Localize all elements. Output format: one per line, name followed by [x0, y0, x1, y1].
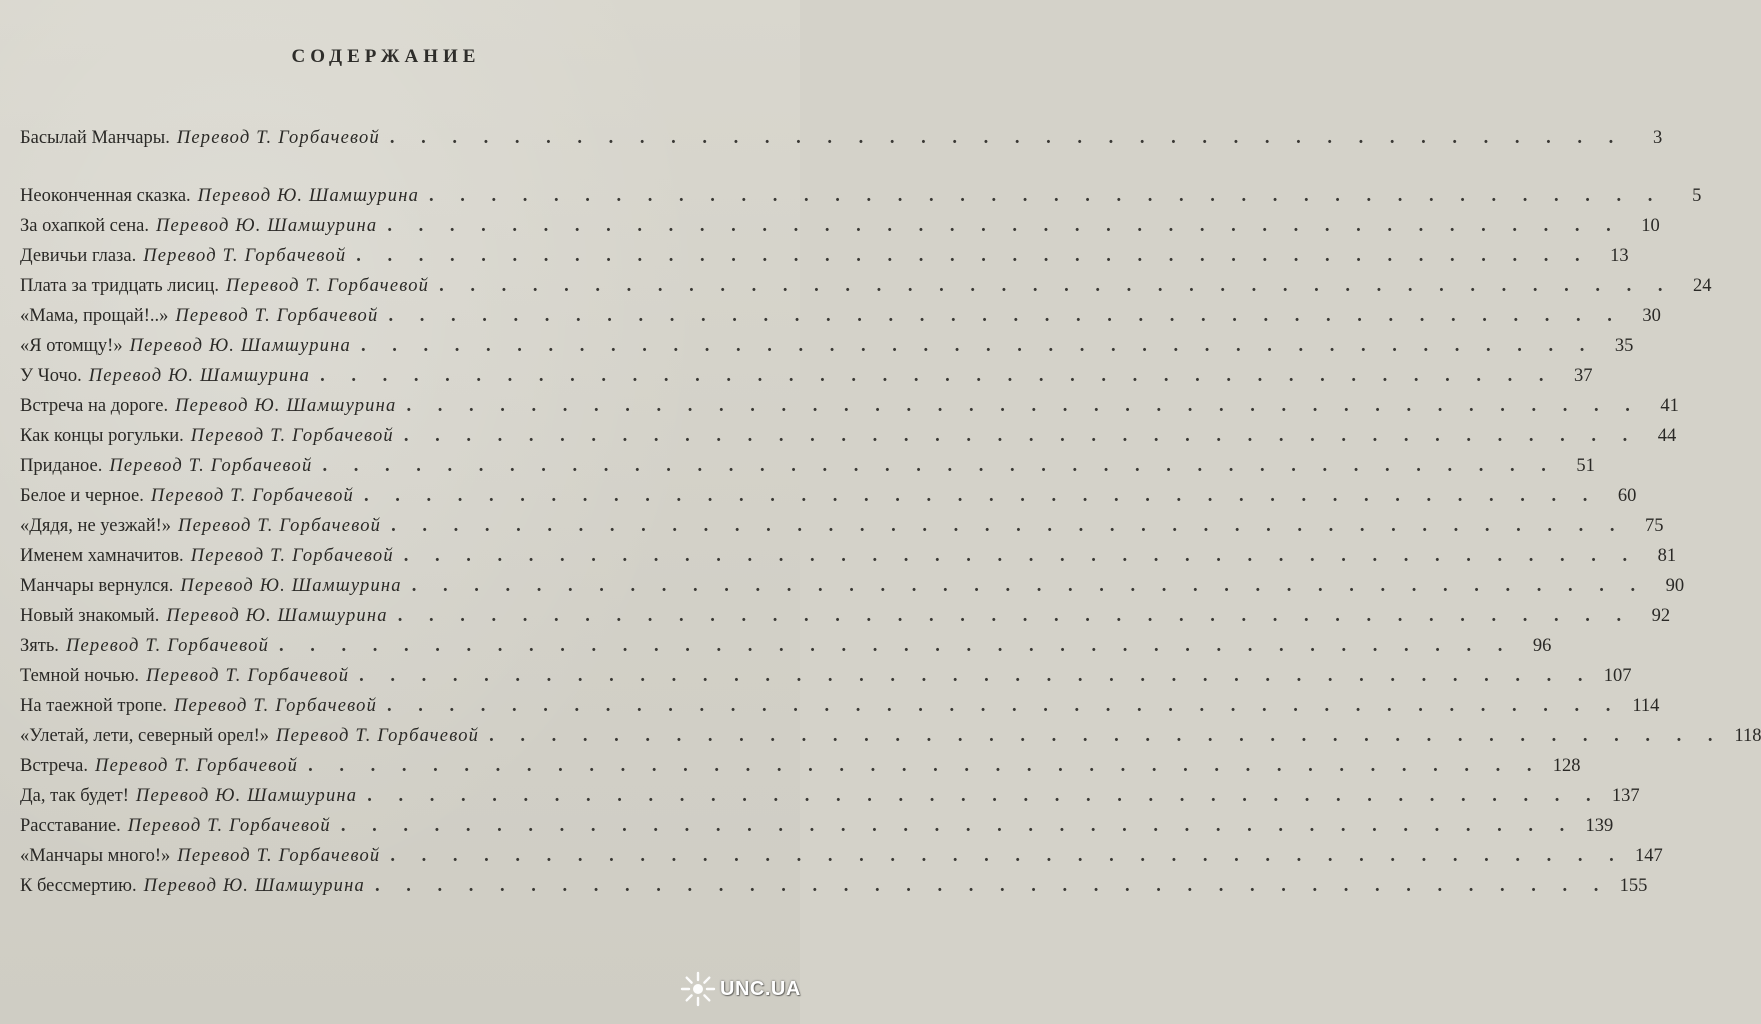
toc-entry-title: Манчары вернулся. — [20, 576, 174, 596]
toc-entry-credit: Перевод Ю. Шамшурина — [180, 576, 402, 596]
toc-entry — [20, 872, 1648, 900]
toc-entry-page: 128 — [1552, 756, 1581, 776]
toc-entry — [20, 842, 1663, 870]
toc-entry — [20, 812, 1614, 840]
toc-entry-page: 147 — [1635, 846, 1663, 866]
toc-entry — [20, 422, 1677, 450]
toc-entry-credit: Перевод Т. Горбачевой — [177, 846, 381, 866]
toc-entry — [20, 302, 1661, 330]
toc-entry — [20, 242, 1629, 270]
toc-entry-title: Новый знакомый. — [20, 606, 160, 626]
dot-leader: . . . . . . . . . . . . . . . . . . . . . . . . . . . . . . . . . . . . . . . . — [367, 786, 1602, 806]
toc-entry-page: 139 — [1585, 816, 1614, 836]
toc-entry-page: 90 — [1665, 576, 1685, 596]
toc-entry-credit: Перевод Ю. Шамшурина — [155, 216, 378, 236]
toc-entry — [20, 392, 1679, 420]
toc-entry — [20, 662, 1632, 690]
dot-leader: . . . . . . . . . . . . . . . . . . . . . . . . . . . . . . . . . . . . . . . . — [360, 336, 1596, 356]
toc-entry-credit: Перевод Т. Горбачевой — [109, 456, 313, 476]
toc-entry-credit: Перевод Ю. Шамшурина — [143, 876, 365, 896]
dot-leader: . . . . . . . . . . . . . . . . . . . . . . . . . . . . . . . . . . . . . . . . — [388, 306, 1623, 326]
dot-leader: . . . . . . . . . . . . . . . . . . . . . . . . . . . . . . . . . . . . . . . . — [387, 696, 1622, 716]
watermark-text: UNC.UA — [720, 977, 801, 1000]
toc-entry-page: 96 — [1532, 636, 1552, 656]
toc-entry-page: 10 — [1641, 216, 1660, 236]
toc-entry — [20, 692, 1660, 720]
sunburst-icon — [680, 971, 716, 1007]
dot-leader: . . . . . . . . . . . . . . . . . . . . . . . . . . . . . . . . . . . . . . . . — [308, 756, 1543, 776]
toc-entry-credit: Перевод Т. Горбачевой — [95, 756, 299, 776]
toc-entry-page: 30 — [1642, 306, 1661, 326]
dot-leader: . . . . . . . . . . . . . . . . . . . . . . . . . . . . . . . . . . . . . . . . — [489, 726, 1724, 746]
toc-entry-credit: Перевод Т. Горбачевой — [178, 516, 382, 536]
toc-entry-credit: Перевод Т. Горбачевой — [176, 128, 380, 148]
toc-entry-title: Басылай Манчары. — [20, 128, 170, 148]
dot-leader: . . . . . . . . . . . . . . . . . . . . . . . . . . . . . . . . . . . . . . . . — [390, 846, 1625, 866]
dot-leader: . . . . . . . . . . . . . . . . . . . . . . . . . . . . . . . . . . . . . . . . — [363, 486, 1599, 506]
toc-entry — [20, 332, 1634, 360]
toc-entry-title: Девичьи глаза. — [20, 246, 137, 266]
toc-entry-page: 37 — [1573, 366, 1593, 386]
toc-entry-credit: Перевод Ю. Шамшурина — [197, 186, 420, 206]
toc-entry-title: У Чочо. — [20, 366, 82, 386]
toc-entry-title: Темной ночью. — [20, 666, 140, 686]
toc-entry-credit: Перевод Т. Горбачевой — [146, 666, 350, 686]
dot-leader: . . . . . . . . . . . . . . . . . . . . . . . . . . . . . . . . . . . . . . . . — [397, 606, 1633, 626]
toc-entry-title: К бессмертию. — [20, 876, 137, 896]
toc-entry — [20, 512, 1664, 540]
toc-entry-credit: Перевод Т. Горбачевой — [127, 816, 331, 836]
toc-entry-credit: Перевод Т. Горбачевой — [190, 426, 394, 446]
dot-leader: . . . . . . . . . . . . . . . . . . . . . . . . . . . . . . . . . . . . . . . . — [279, 636, 1514, 656]
dot-leader: . . . . . . . . . . . . . . . . . . . . . . . . . . . . . . . . . . . . . . . . — [340, 816, 1576, 836]
toc-entry-title: «Манчары много!» — [20, 846, 171, 866]
toc-entry-credit: Перевод Ю. Шамшурина — [166, 606, 388, 626]
toc-entry-credit: Перевод Т. Горбачевой — [65, 636, 270, 656]
toc-entry-page: 81 — [1657, 546, 1677, 566]
toc-entry-credit: Перевод Т. Горбачевой — [276, 726, 480, 746]
toc-entry-page: 137 — [1611, 786, 1640, 806]
toc-entry — [20, 572, 1685, 600]
toc-entry-title: «Дядя, не уезжай!» — [20, 516, 172, 536]
toc-entry-title: Расставание. — [20, 816, 121, 836]
toc-entry-credit: Перевод Ю. Шамшурина — [175, 396, 397, 416]
toc-entry — [20, 632, 1552, 660]
toc-entry-credit: Перевод Т. Горбачевой — [226, 276, 430, 296]
toc-entry-title: Зять. — [20, 636, 59, 656]
toc-entry-page: 107 — [1603, 666, 1632, 686]
toc-entry-credit: Перевод Т. Горбачевой — [190, 546, 394, 566]
page-title: СОДЕРЖАНИЕ — [291, 46, 481, 67]
dot-leader: . . . . . . . . . . . . . . . . . . . . . . . . . . . . . . . . . . . . . . . . — [356, 246, 1591, 266]
dot-leader: . . . . . . . . . . . . . . . . . . . . . . . . . . . . . . . . . . . . . . . . — [374, 876, 1610, 896]
toc-entry-credit: Перевод Т. Горбачевой — [175, 306, 379, 326]
toc-entry-page: 13 — [1610, 246, 1629, 266]
toc-entry — [20, 124, 1663, 152]
toc-entry-credit: Перевод Т. Горбачевой — [150, 486, 354, 506]
toc-entry-page: 5 — [1692, 186, 1702, 206]
toc-entry — [20, 182, 1702, 210]
toc-entry-page: 44 — [1657, 426, 1677, 446]
toc-entry — [20, 362, 1593, 390]
dot-leader: . . . . . . . . . . . . . . . . . . . . . . . . . . . . . . . . . . . . . . . . — [403, 426, 1639, 446]
dot-leader: . . . . . . . . . . . . . . . . . . . . . . . . . . . . . . . . . . . . . . . . — [320, 366, 1555, 386]
toc-entry-title: За охапкой сена. — [20, 216, 149, 236]
toc-entry — [20, 782, 1640, 810]
toc-entry — [20, 752, 1581, 780]
toc-entry-title: Да, так будет! — [20, 786, 129, 806]
toc-entry-page: 118 — [1734, 726, 1761, 746]
dot-leader: . . . . . . . . . . . . . . . . . . . . . . . . . . . . . . . . . . . . . . . . — [403, 546, 1639, 566]
toc-entry-title: «Мама, прощай!..» — [20, 306, 169, 326]
dot-leader: . . . . . . . . . . . . . . . . . . . . . . . . . . . . . . . . . . . . . . . . — [439, 276, 1674, 296]
dot-leader: . . . . . . . . . . . . . . . . . . . . . . . . . . . . . . . . . . . . . . . . — [406, 396, 1641, 416]
dot-leader: . . . . . . . . . . . . . . . . . . . . . . . . . . . . . . . . . . . . . . . . — [391, 516, 1626, 536]
toc-entry — [20, 482, 1637, 510]
dot-leader: . . . . . . . . . . . . . . . . . . . . . . . . . . . . . . . . . . . . . . . . — [429, 186, 1664, 206]
toc-entry-page: 75 — [1644, 516, 1664, 536]
toc-entry — [20, 602, 1671, 630]
toc-entry — [20, 212, 1660, 240]
toc-entry-credit: Перевод Ю. Шамшурина — [88, 366, 311, 386]
dot-leader: . . . . . . . . . . . . . . . . . . . . . . . . . . . . . . . . . . . . . . . . — [322, 456, 1557, 476]
toc-entry-title: Именем хамначитов. — [20, 546, 184, 566]
toc-entry — [20, 722, 1761, 750]
toc-entry-page: 60 — [1617, 486, 1637, 506]
toc-entry — [20, 542, 1677, 570]
toc-entry-page: 92 — [1651, 606, 1671, 626]
toc-entry-title: Белое и черное. — [20, 486, 144, 506]
toc-entry-title: «Улетай, лети, северный орел!» — [20, 726, 270, 746]
toc-entry-page: 41 — [1660, 396, 1679, 416]
toc-entry-credit: Перевод Ю. Шамшурина — [129, 336, 351, 356]
dot-leader: . . . . . . . . . . . . . . . . . . . . . . . . . . . . . . . . . . . . . . . . — [389, 128, 1625, 148]
toc-entry-title: «Я отомщу!» — [20, 336, 123, 356]
toc-entry-title: Встреча. — [20, 756, 89, 776]
dot-leader: . . . . . . . . . . . . . . . . . . . . . . . . . . . . . . . . . . . . . . . . — [387, 216, 1622, 236]
toc-entry-title: На таежной тропе. — [20, 696, 167, 716]
toc-entry-page: 24 — [1693, 276, 1712, 296]
toc-entry-credit: Перевод Т. Горбачевой — [143, 246, 347, 266]
toc-entry-page: 114 — [1632, 696, 1660, 716]
dot-leader: . . . . . . . . . . . . . . . . . . . . . . . . . . . . . . . . . . . . . . . . — [359, 666, 1594, 686]
toc-entry-page: 155 — [1619, 876, 1648, 896]
toc-entry-page: 3 — [1653, 128, 1663, 148]
toc-entry — [20, 452, 1595, 480]
toc-entry-credit: Перевод Ю. Шамшурина — [135, 786, 358, 806]
toc-entry-page: 35 — [1614, 336, 1634, 356]
toc-entry-title: Плата за тридцать лисиц. — [20, 276, 220, 296]
toc-entry-title: Приданое. — [20, 456, 103, 476]
toc-entry-title: Как концы рогульки. — [20, 426, 184, 446]
dot-leader: . . . . . . . . . . . . . . . . . . . . . . . . . . . . . . . . . . . . . . . . — [411, 576, 1647, 596]
toc-entry-page: 51 — [1576, 456, 1595, 476]
toc-entry-title: Встреча на дороге. — [20, 396, 169, 416]
toc-entry — [20, 272, 1712, 300]
toc-entry-credit: Перевод Т. Горбачевой — [173, 696, 378, 716]
toc-entry-title: Неоконченная сказка. — [20, 186, 191, 206]
watermark — [680, 962, 800, 1016]
